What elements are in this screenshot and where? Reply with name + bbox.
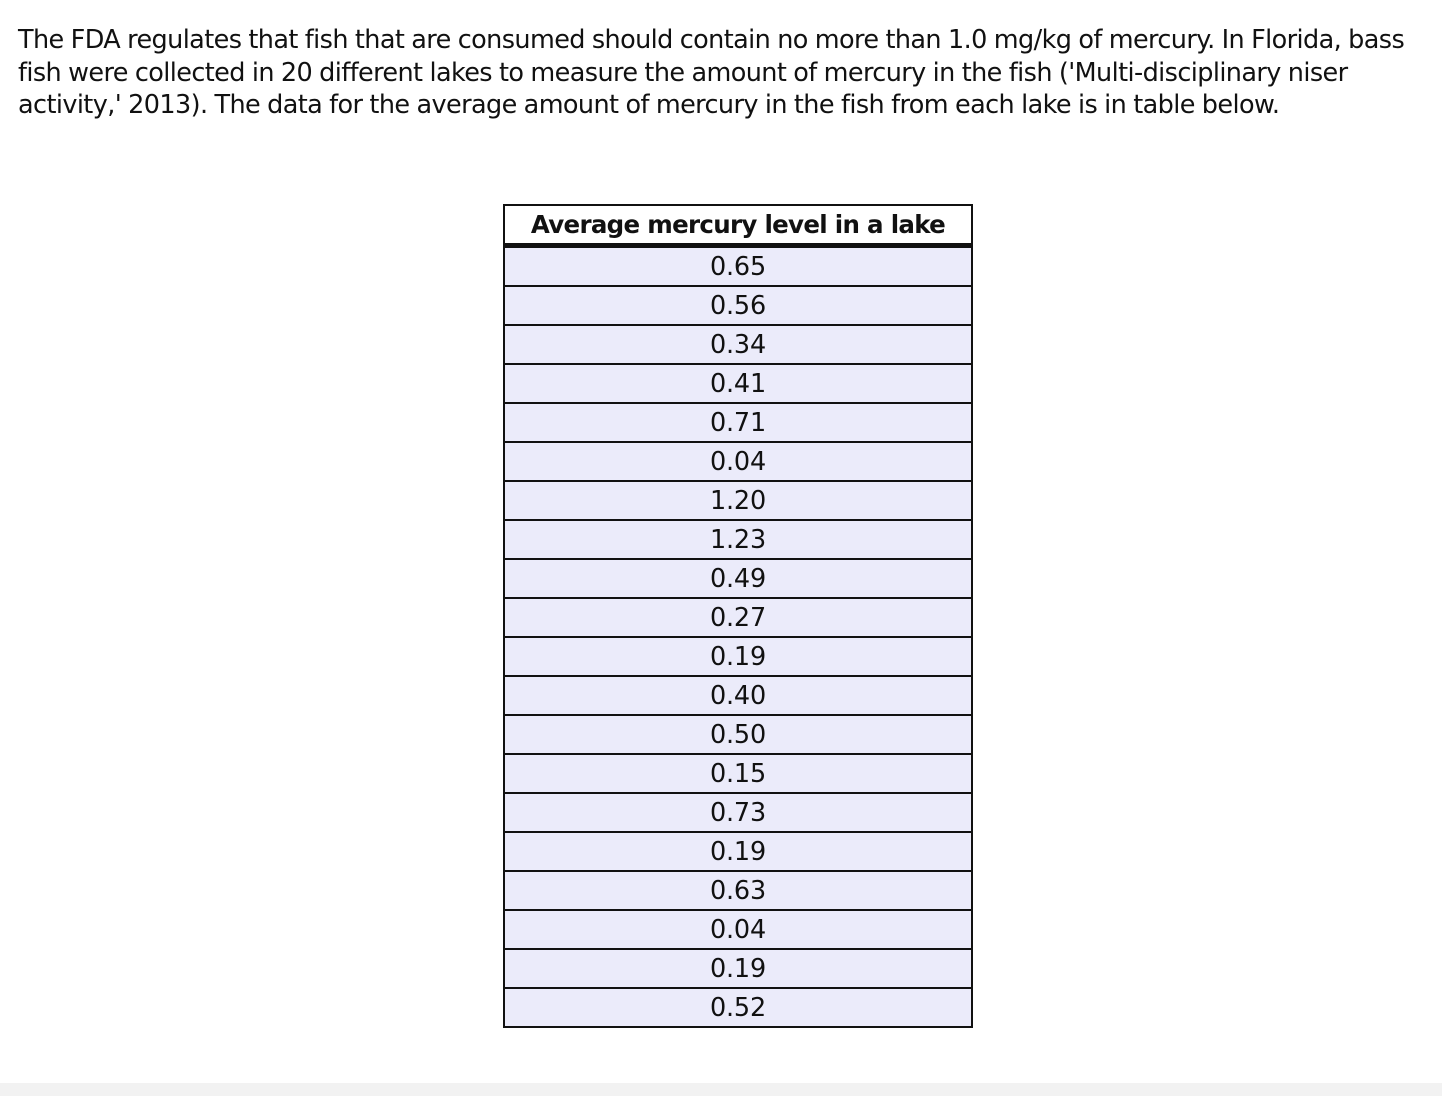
table-cell-mercury-value: 0.04 (504, 442, 972, 481)
table-cell-mercury-value: 0.19 (504, 832, 972, 871)
table-row (504, 832, 972, 871)
table-row (504, 442, 972, 481)
table-row (504, 598, 972, 637)
table-header-row (504, 205, 972, 246)
table-cell-mercury-value: 0.52 (504, 988, 972, 1027)
table-row (504, 715, 972, 754)
table-row (504, 520, 972, 559)
table-cell-mercury-value: 0.71 (504, 403, 972, 442)
table-row (504, 246, 972, 287)
table-body (504, 246, 972, 1028)
table-cell-mercury-value: 0.19 (504, 637, 972, 676)
table-row (504, 637, 972, 676)
table-cell-mercury-value: 0.40 (504, 676, 972, 715)
table-cell-mercury-value: 0.19 (504, 949, 972, 988)
mercury-table-container (503, 204, 973, 1028)
table-row (504, 364, 972, 403)
table-row (504, 286, 972, 325)
table-row (504, 988, 972, 1027)
table-row (504, 676, 972, 715)
table-cell-mercury-value: 0.56 (504, 286, 972, 325)
table-cell-mercury-value: 0.04 (504, 910, 972, 949)
intro-paragraph: The FDA regulates that fish that are consumed should contain no more than 1.0 mg/kg of mercury. In Florida, bass fish were collected in 20 different lakes to measure the amount of mercury in the fish ('Multi-disciplinary niser activity,' 2013). The data for the average amount of mercury in the fish from each lake is in table below. (18, 25, 1405, 120)
table-cell-mercury-value: 0.65 (504, 246, 972, 287)
table-cell-mercury-value: 0.50 (504, 715, 972, 754)
bottom-divider-bar (0, 1083, 1442, 1096)
table-cell-mercury-value: 0.41 (504, 364, 972, 403)
table-row (504, 325, 972, 364)
table-row (504, 481, 972, 520)
table-cell-mercury-value: 0.34 (504, 325, 972, 364)
table-cell-mercury-value: 0.49 (504, 559, 972, 598)
table-cell-mercury-value: 0.15 (504, 754, 972, 793)
table-cell-mercury-value: 1.23 (504, 520, 972, 559)
table-row (504, 949, 972, 988)
table-row (504, 871, 972, 910)
column-header: Average mercury level in a lake (504, 205, 972, 246)
table-row (504, 754, 972, 793)
table-row (504, 793, 972, 832)
table-cell-mercury-value: 0.27 (504, 598, 972, 637)
table-cell-mercury-value: 1.20 (504, 481, 972, 520)
mercury-level-table (503, 204, 973, 1028)
table-cell-mercury-value: 0.73 (504, 793, 972, 832)
table-row (504, 910, 972, 949)
table-cell-mercury-value: 0.63 (504, 871, 972, 910)
table-row (504, 403, 972, 442)
table-row (504, 559, 972, 598)
